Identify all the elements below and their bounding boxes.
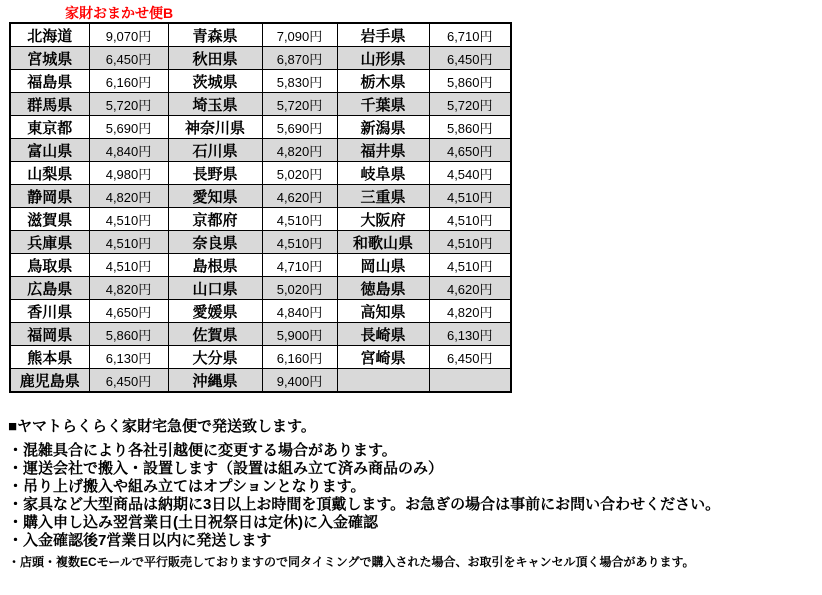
prefecture-cell: 新潟県 [337,116,429,139]
prefecture-cell: 青森県 [168,23,262,47]
note-bullet: ・購入申し込み翌営業日(土日祝祭日は定休)に入金確認 [8,514,378,531]
price-cell: 9,400円 [262,369,337,393]
price-cell: 4,820円 [89,185,168,208]
prefecture-cell: 沖縄県 [168,369,262,393]
note-bullet: ・家具など大型商品は納期に3日以上お時間を頂戴します。お急ぎの場合は事前にお問い合わせください。 [8,496,721,513]
price-cell: 4,840円 [89,139,168,162]
price-cell: 4,650円 [429,139,511,162]
price-cell: 7,090円 [262,23,337,47]
price-cell: 4,510円 [262,208,337,231]
table-row [10,139,511,162]
price-cell: 6,450円 [89,47,168,70]
shipping-fee-table [9,22,512,393]
price-cell: 5,020円 [262,162,337,185]
price-cell: 4,820円 [89,277,168,300]
price-cell: 6,450円 [429,346,511,369]
prefecture-cell: 鹿児島県 [10,369,89,393]
price-cell: 5,020円 [262,277,337,300]
table-row [10,116,511,139]
prefecture-cell: 大分県 [168,346,262,369]
price-cell: 5,720円 [429,93,511,116]
prefecture-cell: 静岡県 [10,185,89,208]
price-cell: 5,860円 [429,116,511,139]
notes-list [8,442,720,550]
prefecture-cell: 山口県 [168,277,262,300]
price-cell: 4,820円 [262,139,337,162]
page-title: 家財おまかせ便B [65,5,174,21]
prefecture-cell: 島根県 [168,254,262,277]
price-cell: 4,540円 [429,162,511,185]
table-row [10,277,511,300]
prefecture-cell: 兵庫県 [10,231,89,254]
price-cell: 5,690円 [262,116,337,139]
prefecture-cell: 岩手県 [337,23,429,47]
prefecture-cell: 山梨県 [10,162,89,185]
prefecture-cell: 秋田県 [168,47,262,70]
prefecture-cell: 東京都 [10,116,89,139]
table-row [10,208,511,231]
table-row [10,162,511,185]
prefecture-cell: 埼玉県 [168,93,262,116]
price-cell: 6,870円 [262,47,337,70]
prefecture-cell: 福岡県 [10,323,89,346]
price-cell: 5,830円 [262,70,337,93]
table-row [10,93,511,116]
price-cell: 5,690円 [89,116,168,139]
price-cell: 4,510円 [89,208,168,231]
price-cell: 5,720円 [89,93,168,116]
price-cell: 5,720円 [262,93,337,116]
price-cell: 4,820円 [429,300,511,323]
prefecture-cell: 京都府 [168,208,262,231]
prefecture-cell: 群馬県 [10,93,89,116]
table-row [10,47,511,70]
price-cell: 4,510円 [429,254,511,277]
prefecture-cell: 北海道 [10,23,89,47]
prefecture-cell: 千葉県 [337,93,429,116]
price-cell: 4,510円 [429,231,511,254]
prefecture-cell: 富山県 [10,139,89,162]
prefecture-cell: 大阪府 [337,208,429,231]
prefecture-cell: 石川県 [168,139,262,162]
table-row [10,323,511,346]
table-row [10,70,511,93]
prefecture-cell: 高知県 [337,300,429,323]
price-cell: 6,160円 [262,346,337,369]
price-cell: 4,650円 [89,300,168,323]
prefecture-cell: 広島県 [10,277,89,300]
shipping-notes-heading: ■ヤマトらくらく家財宅急便で発送致します。 [8,418,316,435]
note-bullet: ・混雑具合により各社引越便に変更する場合があります。 [8,442,397,459]
price-cell: 4,710円 [262,254,337,277]
prefecture-cell: 三重県 [337,185,429,208]
prefecture-cell: 福島県 [10,70,89,93]
prefecture-cell: 栃木県 [337,70,429,93]
prefecture-cell: 鳥取県 [10,254,89,277]
table-row [10,300,511,323]
prefecture-cell: 岐阜県 [337,162,429,185]
table-row [10,23,511,47]
price-cell: 6,710円 [429,23,511,47]
price-cell: 6,130円 [429,323,511,346]
price-cell [429,369,511,393]
price-cell: 4,840円 [262,300,337,323]
prefecture-cell: 神奈川県 [168,116,262,139]
price-cell: 4,510円 [429,208,511,231]
prefecture-cell: 奈良県 [168,231,262,254]
cancel-policy-footnote: ・店頭・複数ECモールで平行販売しておりますので同タイミングで購入された場合、お取引をキャンセル頂く場合があります。 [8,555,695,569]
prefecture-cell: 徳島県 [337,277,429,300]
price-cell: 5,900円 [262,323,337,346]
price-cell: 4,510円 [262,231,337,254]
price-cell: 5,860円 [429,70,511,93]
prefecture-cell: 岡山県 [337,254,429,277]
price-cell: 6,450円 [89,369,168,393]
table-row [10,369,511,393]
prefecture-cell: 山形県 [337,47,429,70]
prefecture-cell: 宮城県 [10,47,89,70]
price-cell: 6,130円 [89,346,168,369]
prefecture-cell: 滋賀県 [10,208,89,231]
price-cell: 4,620円 [262,185,337,208]
price-cell: 6,450円 [429,47,511,70]
prefecture-cell: 宮崎県 [337,346,429,369]
table-row [10,185,511,208]
prefecture-cell: 茨城県 [168,70,262,93]
prefecture-cell: 愛媛県 [168,300,262,323]
table-row [10,346,511,369]
prefecture-cell: 長崎県 [337,323,429,346]
note-bullet: ・運送会社で搬入・設置します（設置は組み立て済み商品のみ） [8,460,444,477]
note-bullet: ・吊り上げ搬入や組み立てはオプションとなります。 [8,478,366,495]
prefecture-cell: 和歌山県 [337,231,429,254]
price-cell: 6,160円 [89,70,168,93]
prefecture-cell: 愛知県 [168,185,262,208]
shipping-fee-table-body [10,23,511,392]
table-row [10,231,511,254]
prefecture-cell: 佐賀県 [168,323,262,346]
price-cell: 4,510円 [89,231,168,254]
price-cell: 9,070円 [89,23,168,47]
price-cell: 4,620円 [429,277,511,300]
prefecture-cell: 熊本県 [10,346,89,369]
note-bullet: ・入金確認後7営業日以内に発送します [8,532,272,549]
prefecture-cell: 香川県 [10,300,89,323]
prefecture-cell: 長野県 [168,162,262,185]
table-row [10,254,511,277]
price-cell: 4,510円 [429,185,511,208]
price-cell: 4,980円 [89,162,168,185]
prefecture-cell: 福井県 [337,139,429,162]
prefecture-cell [337,369,429,393]
price-cell: 4,510円 [89,254,168,277]
price-cell: 5,860円 [89,323,168,346]
